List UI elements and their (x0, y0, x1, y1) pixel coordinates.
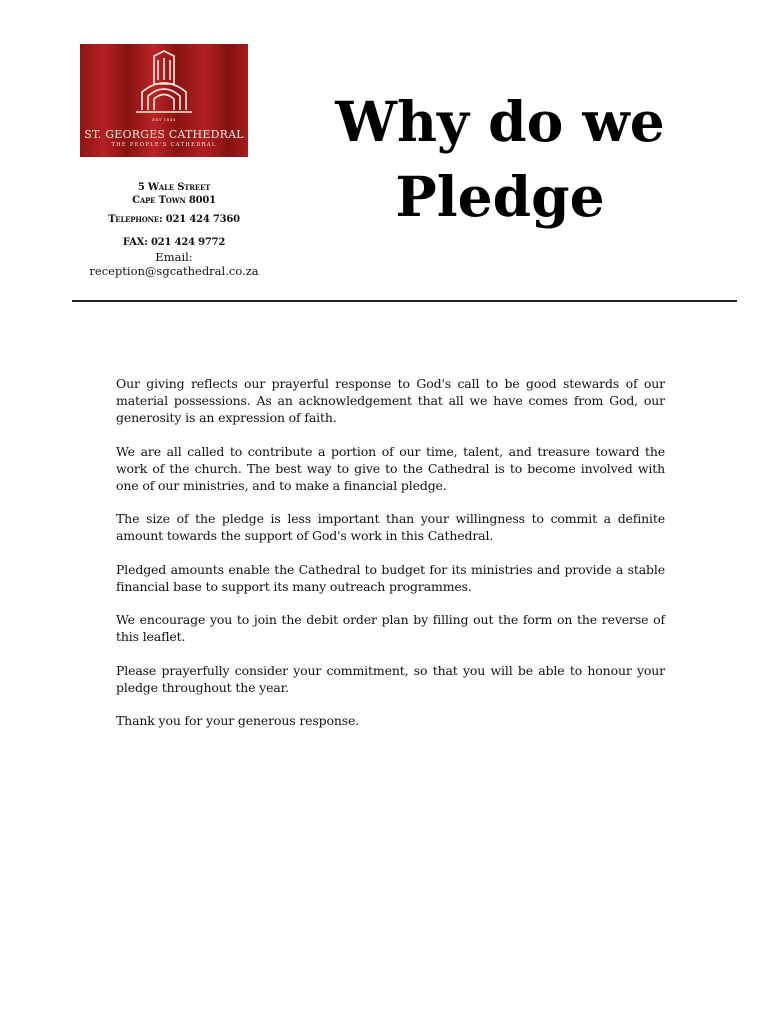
logo-tagline: THE PEOPLE'S CATHEDRAL (111, 142, 217, 148)
paragraph: The size of the pledge is less important than your willingness to commit a definite amount towards the support of God's work in this Cathedral. (116, 511, 665, 543)
contact-city: Cape Town 8001 (132, 195, 216, 206)
page-title: Why do we Pledge (335, 89, 665, 229)
contact-fax: FAX: 021 424 9772 (122, 237, 226, 248)
contact-email-label: Email: (155, 250, 193, 264)
header-divider (72, 300, 737, 302)
cathedral-logo (80, 44, 248, 157)
paragraph: Please prayerfully consider your commitment, so that you will be able to honour your pledge throughout the year. (116, 662, 665, 695)
logo-est: EST 1848 (152, 117, 176, 122)
contact-street: 5 Wale Street (137, 182, 211, 193)
paragraph: Our giving reflects our prayerful response to God's call to be good stewards of our material possessions. As an acknowledgement that all we have comes from God, our generosity is an expression of faith. (116, 376, 665, 425)
body-text (116, 375, 665, 746)
paragraph: Pledged amounts enable the Cathedral to budget for its ministries and provide a stable financial base to support its many outreach programmes. (116, 561, 665, 594)
contact-telephone: Telephone: 021 424 7360 (108, 214, 240, 225)
contact-email[interactable]: reception@sgcathedral.co.za (89, 264, 259, 278)
paragraph: Thank you for your generous response. (116, 713, 360, 728)
paragraph: We encourage you to join the debit order plan by filling out the form on the reverse of this leaflet. (116, 612, 665, 644)
logo-name: ST. GEORGES CATHEDRAL (84, 128, 244, 141)
paragraph: We are all called to contribute a portion of our time, talent, and treasure toward the work of the church. The best way to give to the Cathedral is to become involved with one of our ministries, and to make a financial pledge. (116, 443, 665, 493)
